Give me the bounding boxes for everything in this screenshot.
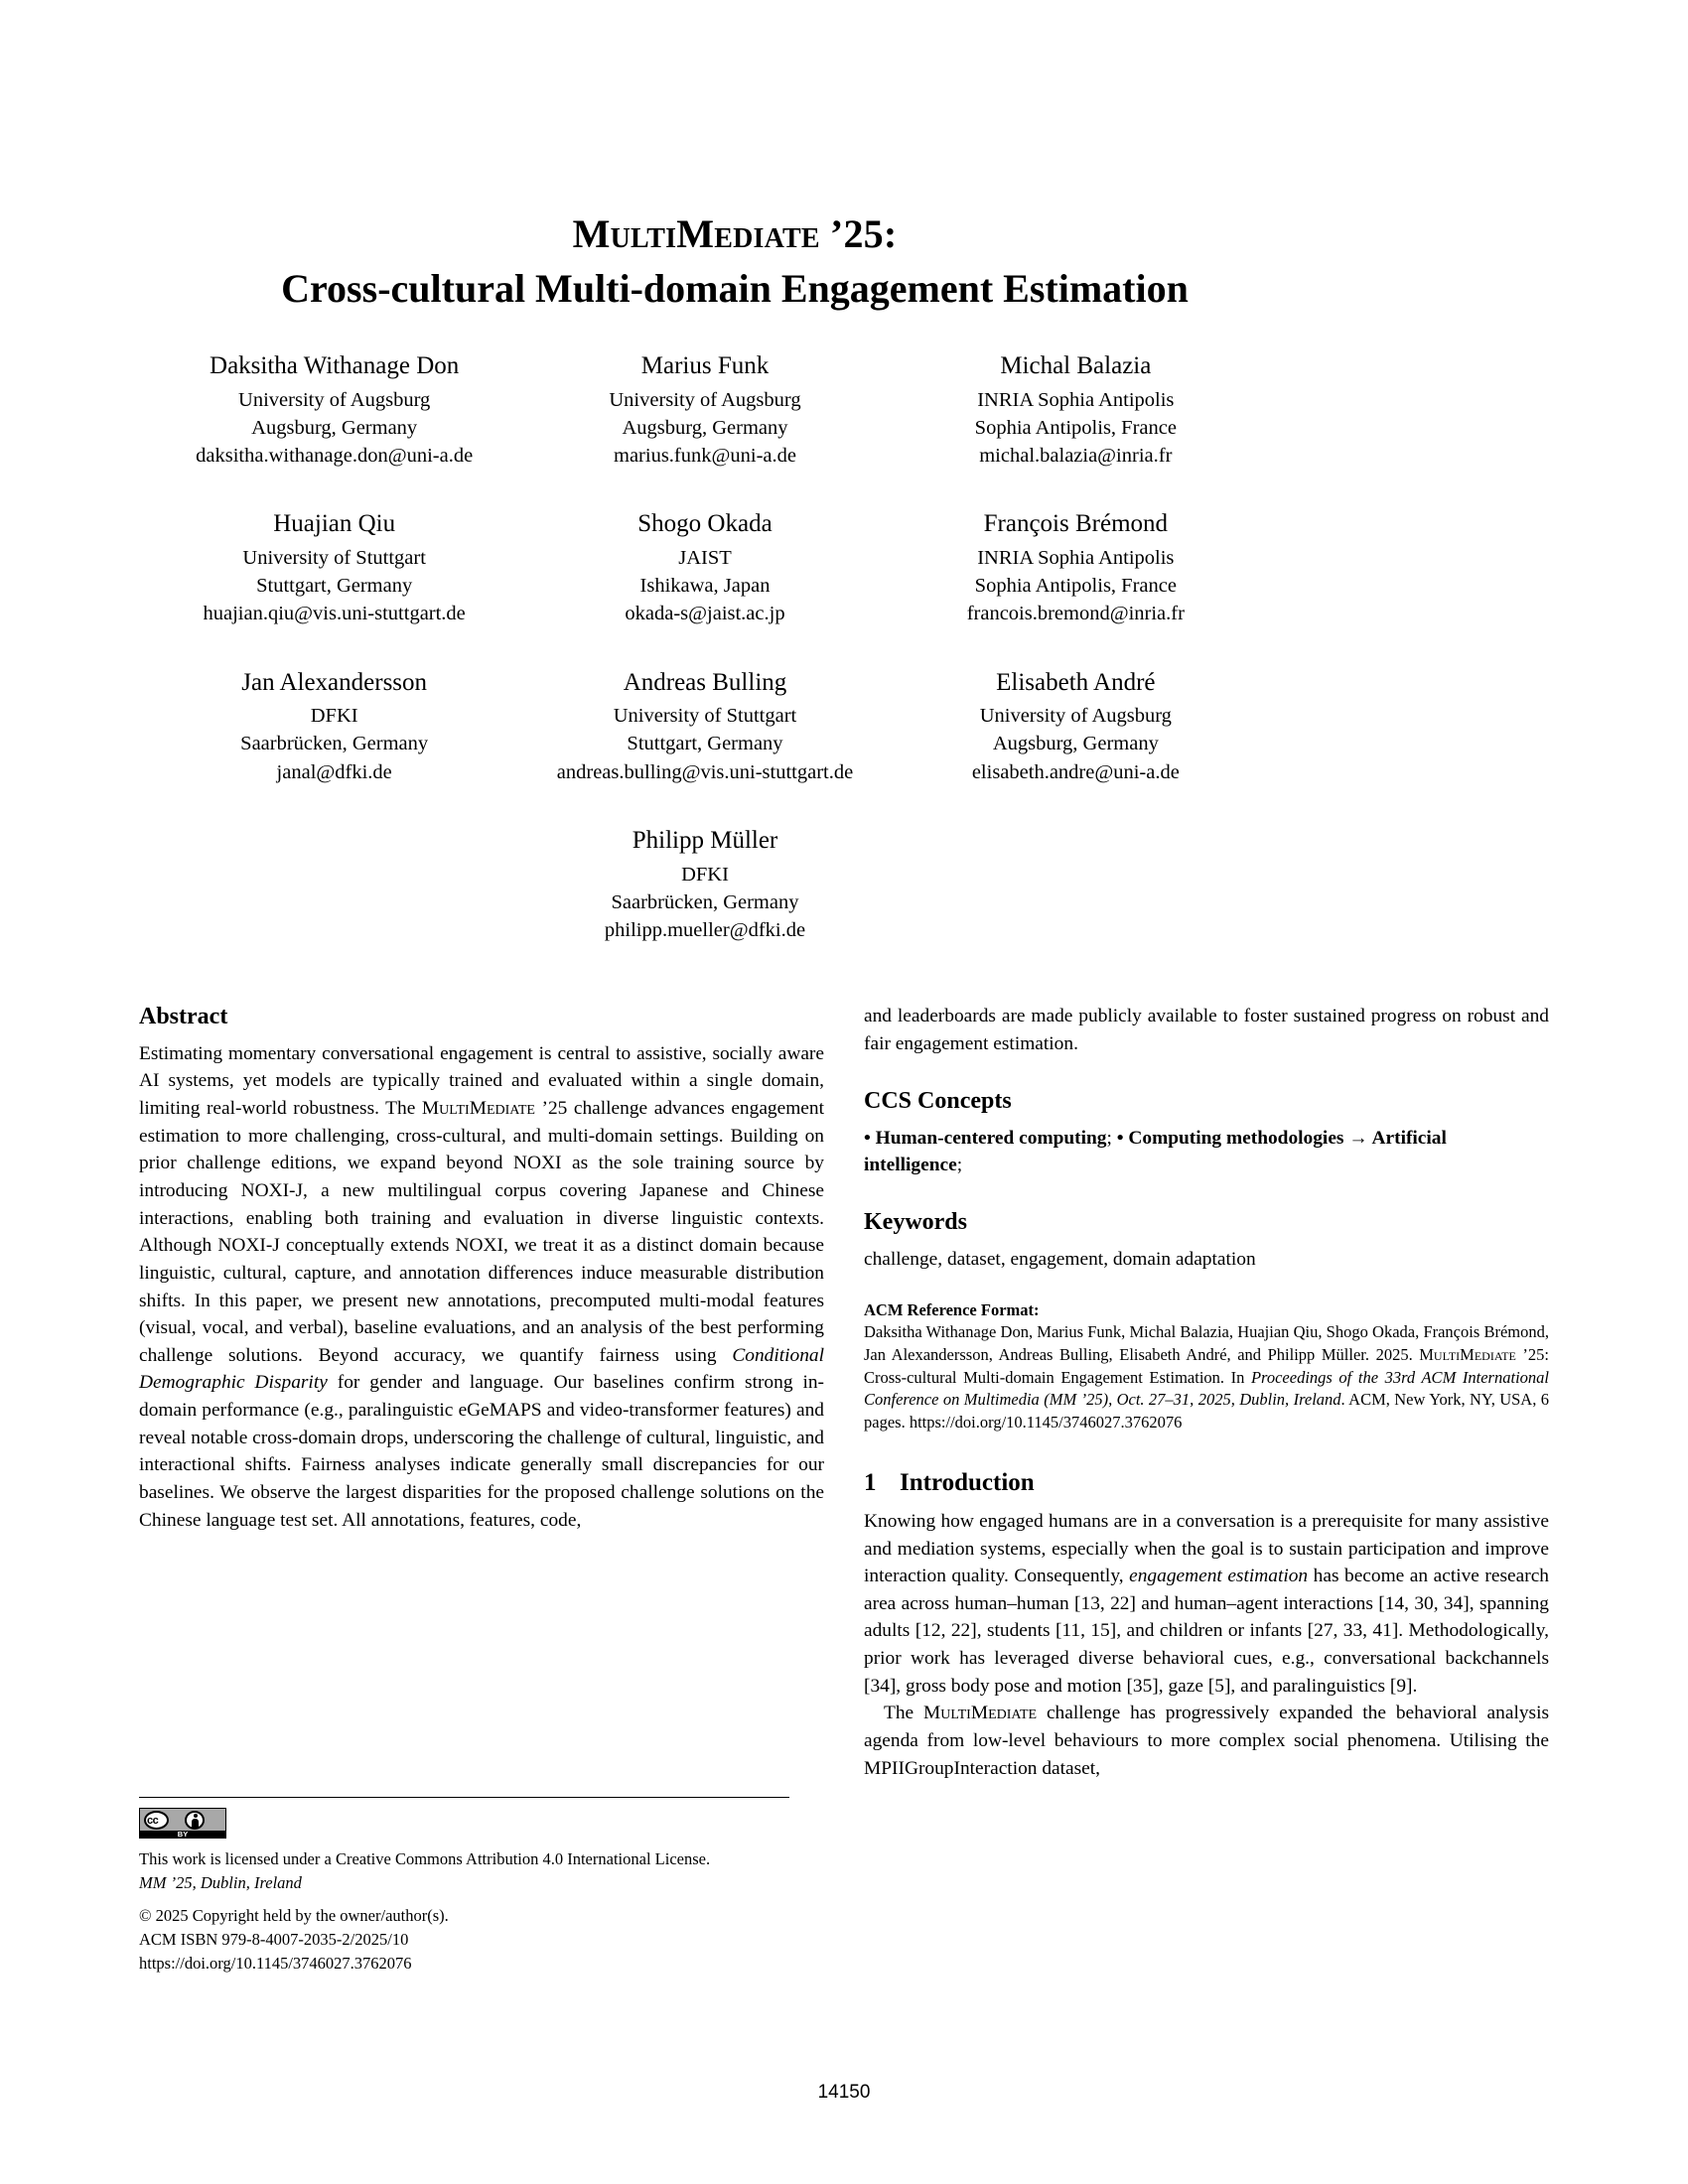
- abstract-part-1: Estimating momentary conversational engagement is central to assistive, socially aware AI systems, yet models are typically trained and evaluated within a single domain, limiting real-world robustness. The: [139, 1042, 824, 1120]
- abstract-heading: Abstract: [139, 1004, 228, 1029]
- cc-by-label: BY: [177, 1830, 189, 1839]
- section-title: Introduction: [900, 1468, 1035, 1496]
- title-line-1: [189, 210, 1281, 259]
- intro-multimediate-smallcaps: MultiMediate: [923, 1703, 1038, 1724]
- author-name: Jan Alexandersson: [241, 668, 428, 696]
- reference-part-2: ’25: Cross-cultural Multi-domain Engagement Estimation. In: [864, 1344, 1549, 1387]
- author-email[interactable]: janal@dfki.de: [276, 760, 392, 783]
- author-affiliation: JAIST: [678, 546, 732, 569]
- page-number: 14150: [817, 2082, 871, 2103]
- author-row: [149, 824, 1261, 944]
- abstract-continuation: and leaderboards are made publicly available to foster sustained progress on robust and fair engagement estimation.: [864, 1006, 1549, 1054]
- abstract-text: [139, 1040, 824, 1535]
- ccs-separator-2: ;: [956, 1155, 963, 1176]
- title-multimediate-smallcaps: MultiMediate: [572, 211, 820, 256]
- author-affiliation: DFKI: [310, 705, 358, 728]
- author-location: Stuttgart, Germany: [256, 575, 413, 598]
- ccs-item-3: → Artificial intelligence: [864, 1128, 1447, 1176]
- ccs-concepts-heading: CCS Concepts: [864, 1088, 1012, 1115]
- cc-text-glyph: cc: [147, 1815, 159, 1827]
- ccs-concepts-list: [864, 1125, 1549, 1178]
- keywords-heading: Keywords: [864, 1209, 967, 1236]
- author-row: [149, 666, 1261, 786]
- license-venue: MM ’25, Dublin, Ireland: [139, 1872, 302, 1892]
- author-affiliation: University of Stuttgart: [613, 705, 797, 728]
- page-title: [189, 210, 1281, 314]
- keywords-text: challenge, dataset, engagement, domain adaptation: [864, 1249, 1256, 1271]
- author-entry: [891, 507, 1261, 627]
- reference-proceedings-italic: Proceedings of the 33rd ACM International Conference on Multimedia (MM ’25), Oct. 27–31, 2025, Dublin, Ireland: [864, 1367, 1549, 1410]
- author-name: Philipp Müller: [632, 827, 778, 855]
- title-year: ’25:: [819, 211, 898, 256]
- author-email[interactable]: daksitha.withanage.don@uni-a.de: [196, 445, 474, 468]
- ccs-item-1: • Human-centered computing: [864, 1128, 1107, 1150]
- left-column: [139, 1003, 824, 1534]
- author-entry: [149, 349, 519, 470]
- abstract-part-2: ’25 challenge advances engagement estimation to more challenging, cross-cultural, and multi-domain settings. Building on prior challenge editions, we expand beyond NOXI as the sole training source by introducing NOXI-J, a new multilingual corpus covering Japanese and Chinese interactions, enabling both training and evaluation in diverse linguistic contexts. Although NOXI-J conceptually extends NOXI, we treat it as a distinct domain because linguistic, cultural, capture, and annotation differences induce measurable distribution shifts. In this paper, we present new annotations, precomputed multi-modal features (visual, vocal, and verbal), baseline evaluations, and an analysis of the best performing challenge solutions. Beyond accuracy, we quantify fairness using: [139, 1098, 824, 1366]
- author-email[interactable]: andreas.bulling@vis.uni-stuttgart.de: [556, 760, 854, 783]
- reference-part-1: Daksitha Withanage Don, Marius Funk, Michal Balazia, Huajian Qiu, Shogo Okada, François Brémond, Jan Alexandersson, Andreas Bulling, Elisabeth André, and Philipp Müller. 2025.: [864, 1322, 1549, 1364]
- introduction-heading: [864, 1468, 1549, 1498]
- author-affiliation: INRIA Sophia Antipolis: [977, 388, 1175, 411]
- reference-part-3: . ACM, New York, NY, USA, 6 pages. https://doi.org/10.1145/3746027.3762076: [864, 1390, 1549, 1433]
- cc-person-body-icon: [192, 1819, 199, 1828]
- author-name: Michal Balazia: [1000, 352, 1152, 379]
- author-location: Saarbrücken, Germany: [240, 733, 429, 755]
- author-name: François Brémond: [983, 510, 1169, 538]
- introduction-paragraph-1: [864, 1508, 1549, 1700]
- license-isbn: ACM ISBN 979-8-4007-2035-2/2025/10: [139, 1929, 409, 1949]
- license-footer: [139, 1797, 824, 1976]
- license-doi[interactable]: https://doi.org/10.1145/3746027.3762076: [139, 1953, 412, 1973]
- ccs-separator-1: ;: [1106, 1128, 1117, 1150]
- author-email[interactable]: michal.balazia@inria.fr: [979, 445, 1173, 468]
- author-entry: [149, 666, 519, 786]
- title-line-2: Cross-cultural Multi-domain Engagement Estimation: [281, 265, 1189, 311]
- ccs-item-2: • Computing methodologies: [1116, 1128, 1344, 1150]
- right-column: [864, 1003, 1549, 1782]
- author-entry: [520, 824, 891, 944]
- author-block: [149, 349, 1261, 944]
- author-location: Augsburg, Germany: [992, 733, 1159, 755]
- author-location: Sophia Antipolis, France: [974, 416, 1177, 439]
- abstract-multimediate-smallcaps: MultiMediate: [421, 1098, 535, 1120]
- intro-p1-part-1: Knowing how engaged humans are in a conversation is a prerequisite for many assistive and mediation systems, especially when the goal is to sustain participation and improve interaction quality. Consequently,: [864, 1510, 1549, 1587]
- intro-p2-part-2: challenge has progressively expanded the behavioral analysis agenda from low-level behaviours to more complex social phenomena. Utilising the MPIIGroupInteraction dataset,: [864, 1703, 1550, 1779]
- intro-p2-part-1: The: [884, 1703, 924, 1724]
- creative-commons-by-icon: [139, 1808, 226, 1839]
- author-location: Saarbrücken, Germany: [611, 890, 799, 913]
- author-email[interactable]: okada-s@jaist.ac.jp: [625, 603, 785, 625]
- author-email[interactable]: huajian.qiu@vis.uni-stuttgart.de: [203, 603, 466, 625]
- author-affiliation: University of Augsburg: [979, 705, 1172, 728]
- license-statement: This work is licensed under a Creative Commons Attribution 4.0 International License.: [139, 1849, 711, 1868]
- author-name: Andreas Bulling: [623, 668, 787, 696]
- license-copyright: © 2025 Copyright held by the owner/author(s).: [139, 1905, 449, 1925]
- author-name: Huajian Qiu: [273, 510, 396, 538]
- author-location: Sophia Antipolis, France: [974, 575, 1177, 598]
- author-location: Augsburg, Germany: [622, 416, 788, 439]
- intro-p1-italic-term: engagement estimation: [1129, 1566, 1309, 1587]
- acm-reference-heading: ACM Reference Format:: [864, 1299, 1040, 1319]
- author-affiliation: DFKI: [681, 863, 729, 886]
- section-number: 1: [864, 1468, 877, 1496]
- author-name: Daksitha Withanage Don: [210, 352, 460, 379]
- abstract-italic-term: Conditional Demographic Disparity: [139, 1344, 824, 1394]
- footer-divider: [139, 1797, 789, 1798]
- acm-reference-text: [864, 1321, 1549, 1434]
- author-entry: [519, 507, 890, 627]
- abstract-part-3: for gender and language. Our baselines confirm strong in-domain performance (e.g., paralinguistic eGeMAPS and video-transformer features) and reveal notable cross-domain drops, underscoring the challenge of cultural, linguistic, and interactional shifts. Fairness analyses indicate generally small discrepancies for our baselines. We observe the largest disparities for the proposed challenge solutions on the Chinese language test set. All annotations, features, code,: [139, 1372, 824, 1531]
- author-location: Ishikawa, Japan: [639, 575, 771, 598]
- reference-multimediate-smallcaps: MultiMediate: [1419, 1344, 1516, 1364]
- author-name: Marius Funk: [640, 352, 770, 379]
- author-email[interactable]: marius.funk@uni-a.de: [614, 445, 796, 468]
- author-affiliation: University of Augsburg: [609, 388, 801, 411]
- author-row: [149, 507, 1261, 627]
- introduction-paragraph-2: [864, 1700, 1549, 1782]
- author-entry: [891, 666, 1261, 786]
- author-affiliation: University of Augsburg: [238, 388, 431, 411]
- author-entry: [891, 349, 1261, 470]
- author-email[interactable]: elisabeth.andre@uni-a.de: [971, 760, 1180, 783]
- author-row: [149, 349, 1261, 470]
- intro-p1-part-2: has become an active research area across human–human [13, 22] and human–agent interactions [14, 30, 34], spanning adults [12, 22], students [11, 15], and children or infants [27, 33, 41]. Methodologically, prior work has leveraged diverse behavioral cues, e.g., conversational backchannels [34], gross body pose and motion [35], gaze [5], and paralinguistics [9].: [864, 1566, 1550, 1697]
- author-entry: [519, 349, 890, 470]
- author-email[interactable]: francois.bremond@inria.fr: [966, 603, 1185, 625]
- cc-person-head-icon: [194, 1814, 198, 1818]
- author-affiliation: INRIA Sophia Antipolis: [977, 546, 1175, 569]
- author-location: Stuttgart, Germany: [627, 733, 783, 755]
- author-entry: [149, 507, 519, 627]
- author-email[interactable]: philipp.mueller@dfki.de: [604, 919, 806, 942]
- author-entry: [519, 666, 890, 786]
- author-affiliation: University of Stuttgart: [242, 546, 426, 569]
- author-name: Shogo Okada: [637, 510, 773, 538]
- author-location: Augsburg, Germany: [251, 416, 418, 439]
- author-name: Elisabeth André: [996, 668, 1156, 696]
